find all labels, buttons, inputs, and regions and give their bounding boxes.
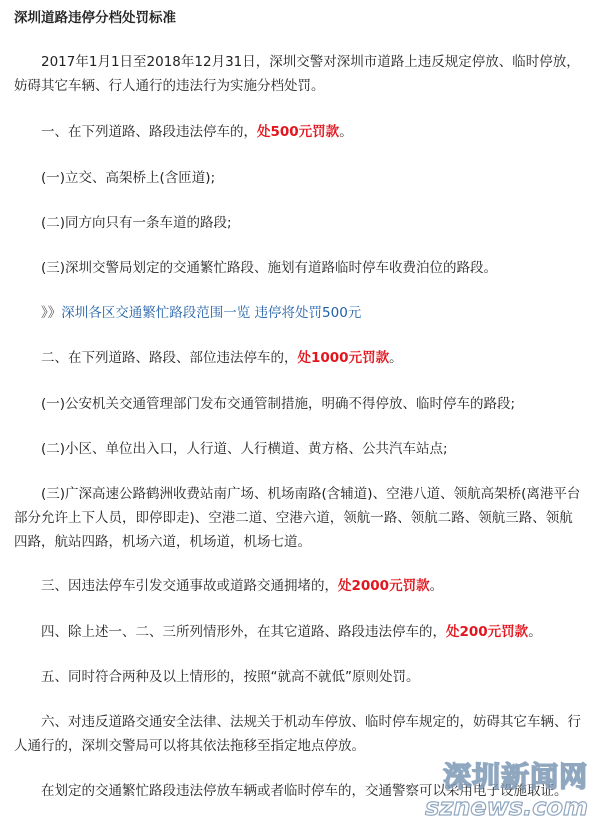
watermark-chinese: 深圳新闻网 xyxy=(442,760,588,793)
section-2-item-3: (三)广深高速公路鹤洲收费站南广场、机场南路(含辅道)、空港八道、领航高架桥(离港平台部分允许上下人员，即停即走)、空港二道、空港六道，领航一路、领航二路、领航三路、领航四路，航站四路，机场六道，机场道，机场七道。 xyxy=(14,486,581,550)
section-1-tail: 。 xyxy=(339,124,353,140)
section-3-heading xyxy=(14,574,584,598)
section-3-penalty: 处2000元罚款 xyxy=(338,578,430,594)
section-4-tail: 。 xyxy=(528,624,542,640)
section-1-heading xyxy=(14,120,584,144)
section-2-tail: 。 xyxy=(389,350,403,366)
section-1-item-3: (三)深圳交警局划定的交通繁忙路段、施划有道路临时停车收费泊位的路段。 xyxy=(41,260,498,276)
section-2-penalty: 处1000元罚款 xyxy=(297,350,390,366)
section-4-heading xyxy=(14,620,584,644)
article-title: 深圳道路违停分档处罚标准 xyxy=(14,10,176,26)
section-3-tail: 。 xyxy=(429,578,444,594)
related-link-line xyxy=(14,301,584,325)
section-2-heading-text: 二、在下列道路、路段、部位违法停车的， xyxy=(41,350,298,366)
sznews-watermark xyxy=(425,760,588,820)
section-4-penalty: 处200元罚款 xyxy=(446,624,529,640)
section-1-penalty: 处500元罚款 xyxy=(257,124,340,140)
section-1-item-2: (二)同方向只有一条车道的路段; xyxy=(41,215,232,231)
link-prefix: 》》 xyxy=(41,305,62,321)
intro-paragraph: 2017年1月1日至2018年12月31日，深圳交警对深圳市道路上违反规定停放、临时停放，妨碍其它车辆、行人通行的违法行为实施分档处罚。 xyxy=(14,54,580,94)
section-1-heading-text: 一、在下列道路、路段违法停车的， xyxy=(41,124,257,140)
closing-paragraph: 在划定的交通繁忙路段违法停放车辆或者临时停车的，交通警察可以采用电子设施取证。 xyxy=(41,783,568,799)
section-5-paragraph: 五、同时符合两种及以上情形的，按照“就高不就低”原则处罚。 xyxy=(41,669,420,685)
watermark-domain: sznews.com xyxy=(425,793,588,821)
section-4-heading-text: 四、除上述一、二、三所列情形外，在其它道路、路段违法停车的， xyxy=(41,624,446,640)
section-3-heading-text: 三、因违法停车引发交通事故或道路交通拥堵的， xyxy=(41,578,338,594)
section-2-item-1: (一)公安机关交通管理部门发布交通管制措施，明确不得停放、临时停车的路段; xyxy=(41,396,516,412)
section-6-paragraph: 六、对违反道路交通安全法律、法规关于机动车停放、临时停车规定的，妨碍其它车辆、行人通行的，深圳交警局可以将其依法拖移至指定地点停放。 xyxy=(14,714,581,754)
busy-roads-link[interactable]: 深圳各区交通繁忙路段范围一览 违停将处罚500元 xyxy=(61,305,362,321)
section-2-heading xyxy=(14,346,584,370)
section-1-item-1: (一)立交、高架桥上(含匝道); xyxy=(41,170,216,186)
section-2-item-2: (二)小区、单位出入口，人行道、人行横道、黄方格、公共汽车站点; xyxy=(41,441,448,457)
